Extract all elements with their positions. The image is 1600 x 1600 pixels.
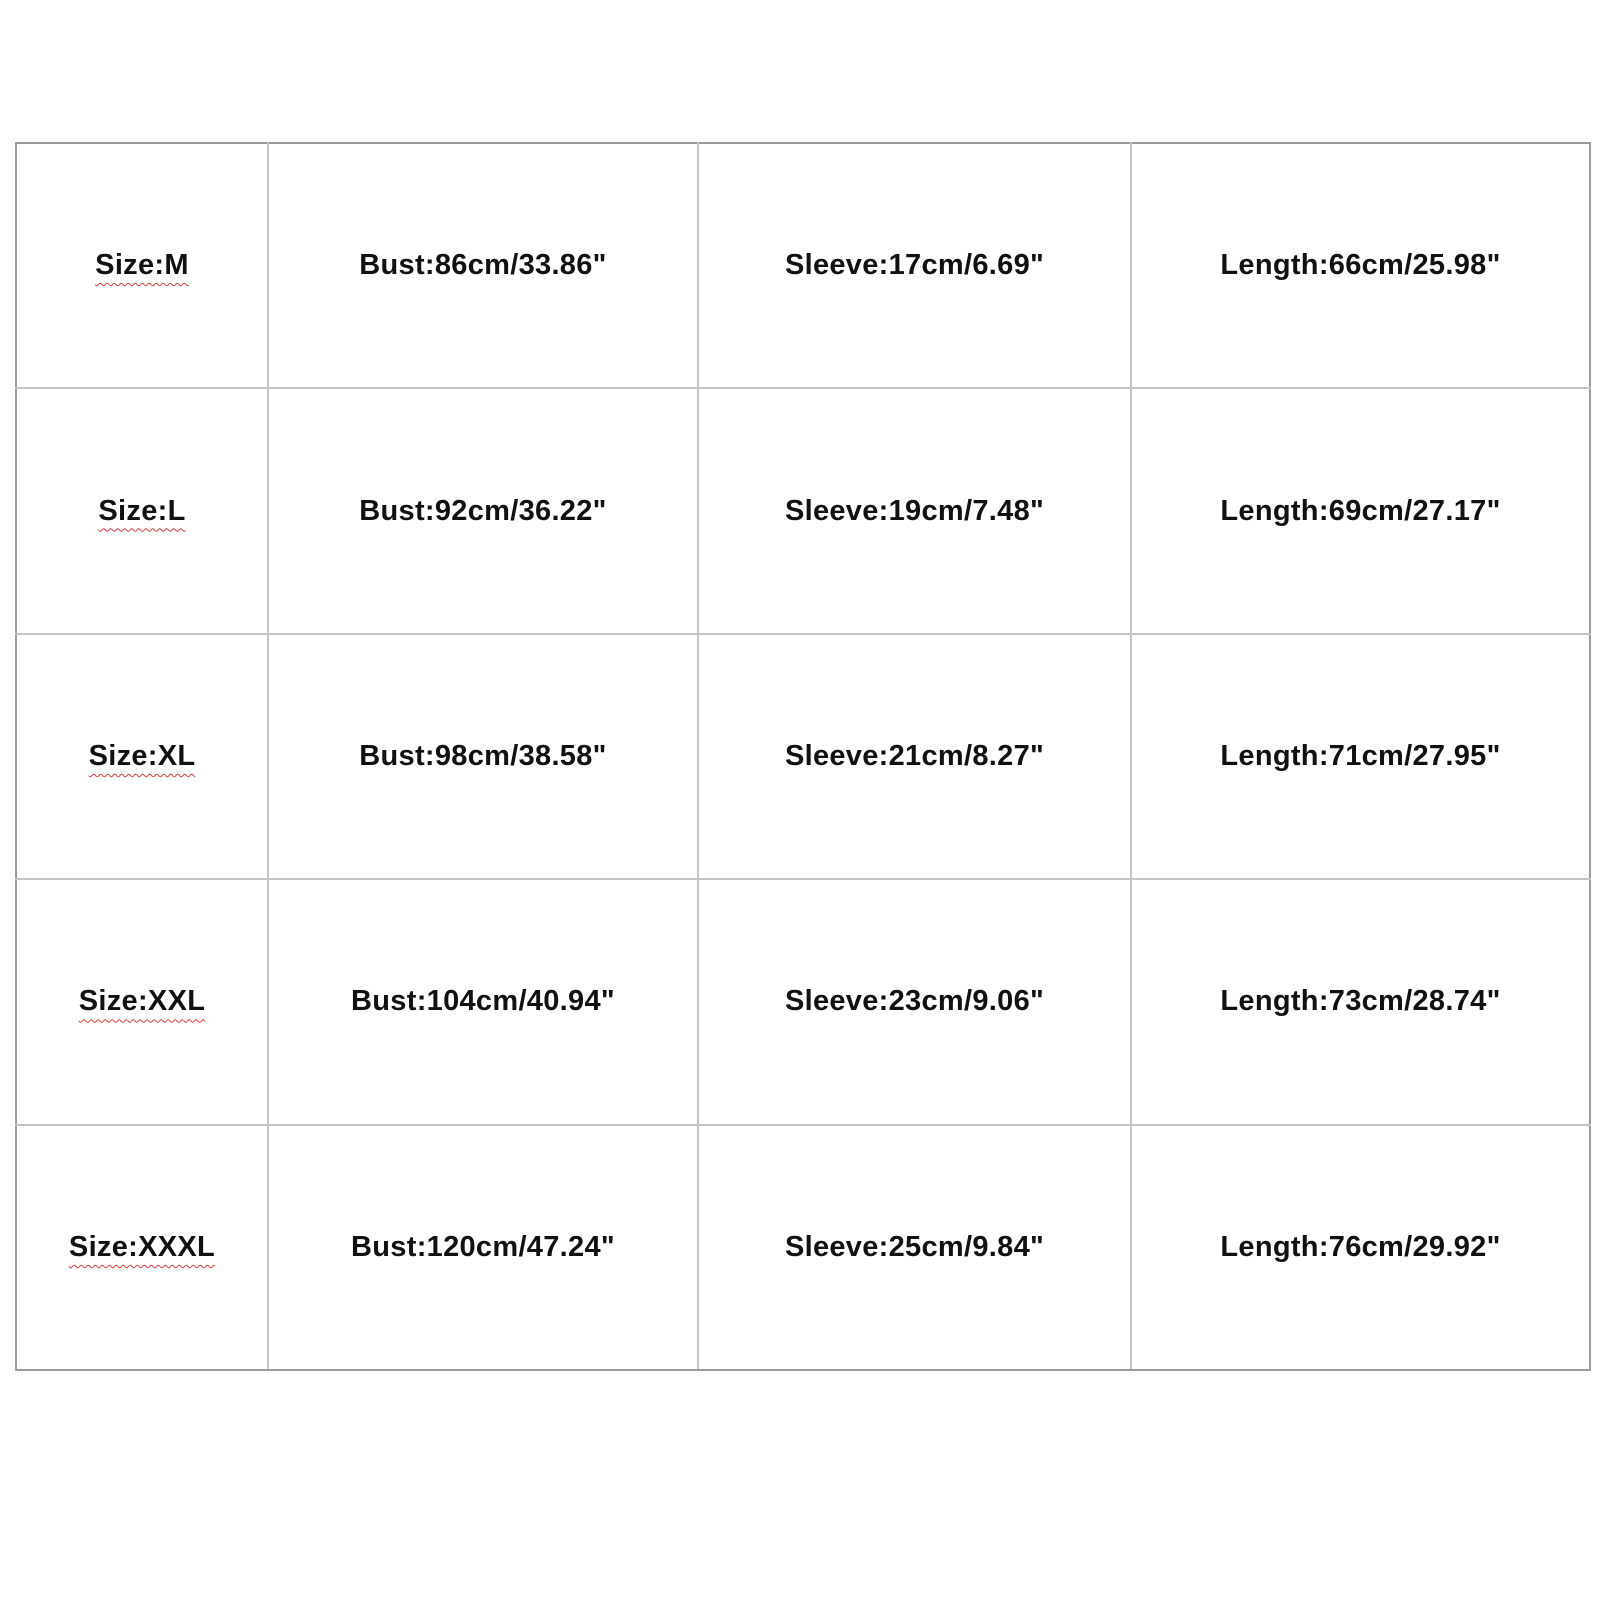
table-row (16, 143, 1590, 388)
size-label: Size:XXL (78, 985, 206, 1018)
sleeve-cell: Sleeve:25cm/9.84" (698, 1125, 1131, 1370)
bust-cell: Bust:92cm/36.22" (268, 388, 698, 633)
size-cell (16, 634, 268, 879)
bust-cell: Bust:120cm/47.24" (268, 1125, 698, 1370)
sleeve-cell: Sleeve:19cm/7.48" (698, 388, 1131, 633)
bust-cell: Bust:98cm/38.58" (268, 634, 698, 879)
length-cell: Length:69cm/27.17" (1131, 388, 1590, 633)
bust-cell: Bust:86cm/33.86" (268, 143, 698, 388)
size-label: Size:L (98, 494, 186, 527)
length-cell: Length:76cm/29.92" (1131, 1125, 1590, 1370)
size-cell (16, 1125, 268, 1370)
length-cell: Length:66cm/25.98" (1131, 143, 1590, 388)
sleeve-cell: Sleeve:21cm/8.27" (698, 634, 1131, 879)
length-cell: Length:73cm/28.74" (1131, 879, 1590, 1124)
table-row (16, 879, 1590, 1124)
sleeve-cell: Sleeve:17cm/6.69" (698, 143, 1131, 388)
bust-cell: Bust:104cm/40.94" (268, 879, 698, 1124)
size-cell (16, 879, 268, 1124)
table-row (16, 634, 1590, 879)
table-row (16, 388, 1590, 633)
size-label: Size:XXXL (68, 1230, 216, 1263)
size-chart-table (15, 142, 1591, 1371)
size-cell (16, 143, 268, 388)
length-cell: Length:71cm/27.95" (1131, 634, 1590, 879)
size-label: Size:XL (88, 739, 196, 772)
size-label: Size:M (95, 249, 189, 282)
sleeve-cell: Sleeve:23cm/9.06" (698, 879, 1131, 1124)
table-row (16, 1125, 1590, 1370)
size-cell (16, 388, 268, 633)
